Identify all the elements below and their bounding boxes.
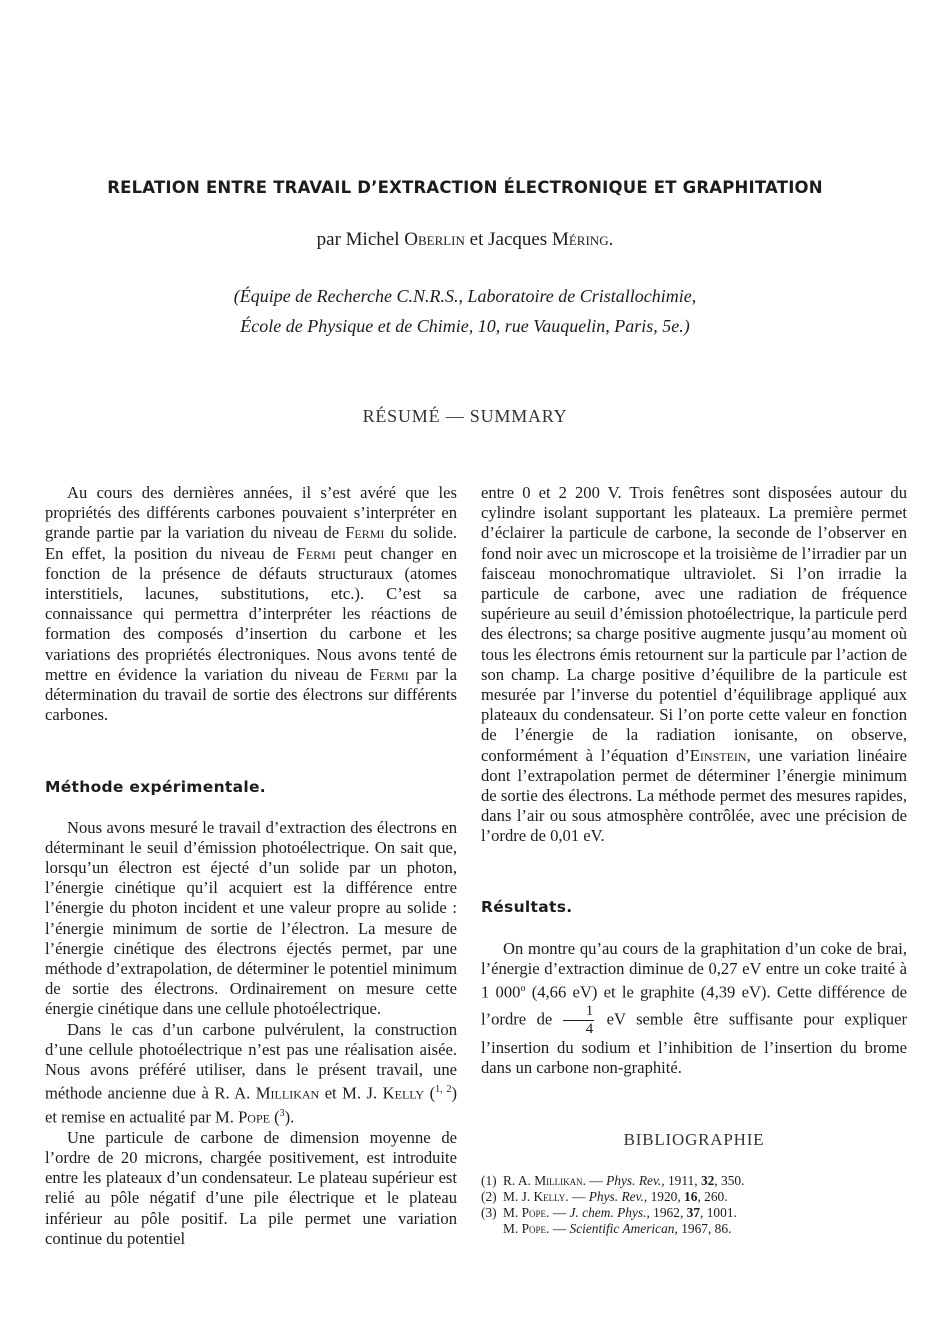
ref-year: , 1962, <box>646 1204 687 1220</box>
ref-pages: 86. <box>714 1220 732 1236</box>
methode-text: Dans le cas d’un carbone pulvérulent, la construction d’une cellule photoélectrique n’est pas une réalisation aisée. Nous avons préféré utiliser, dans le présent travail, une méthode ancienne due à R. A. <box>45 1019 457 1103</box>
reference-marker: 1, 2 <box>435 1084 452 1096</box>
methode-paragraph-1: Nous avons mesuré le travail d’extraction des électrons en déterminant le seuil d’émission photoélectrique. On sait que, lorsqu’un électron est éjecté d’un solide par un photon, l’énergie cinétique qu’il acquiert est la différence entre l’énergie du photon incident et une valeur propre au solide : l’énergie minimum de sortie de l’électron. La mesure de l’énergie cinétique des électrons éjectés permet, par une méthode d’extrapolation, de déterminer le potentiel minimum de sortie des électrons. Ordinairement on mesure cette énergie cinétique dans une cellule photoélectrique. <box>45 817 457 1019</box>
ref-journal: J. chem. Phys. <box>569 1204 647 1220</box>
kelly-name: Kelly <box>382 1083 425 1103</box>
authors-suffix: . <box>608 229 614 250</box>
resultats-text: eV semble être suffisante pour expliquer l’insertion du sodium et l’inhibition de l’insertion du brome dans un carbone non-graphité. <box>481 1009 907 1078</box>
resultats-text: On montre qu’au cours de la graphitation d’un coke de brai, l’énergie d’extraction diminue de 0,27 eV entre un coke traité à 1 000 <box>481 938 907 1002</box>
ref-pages: , 260. <box>697 1188 728 1204</box>
ref-dash: — <box>549 1220 570 1236</box>
left-column <box>45 483 457 1249</box>
methode-text: ) et remise en actualité par M. <box>45 1083 457 1127</box>
authors-line <box>0 229 930 251</box>
ref-volume: 32 <box>700 1172 715 1188</box>
author-mering: Méring <box>551 229 609 250</box>
ref-year: , 1967, <box>674 1220 715 1236</box>
resultats-text: (4,66 eV) et le graphite (4,39 eV). Cette différence de l’ordre de <box>481 982 907 1029</box>
ref-journal: Phys. Rev. <box>588 1188 644 1204</box>
bibliography-entry <box>481 1173 907 1189</box>
pope-name: Pope <box>238 1107 270 1127</box>
summary-heading: RÉSUMÉ — SUMMARY <box>362 406 568 426</box>
affiliation <box>0 281 930 341</box>
methode-paragraph-3: Une particule de carbone de dimension moyenne de l’ordre de 20 microns, chargée positivement, est introduite entre les plateaux d’un condensateur. Le plateau supérieur est relié au pôle négatif d’une pile électrique et le plateau inférieur au pôle positif. La pile permet une variation continue du potentiel <box>45 1127 457 1248</box>
affiliation-line-2: École de Physique et de Chimie, 10, rue Vauquelin, Paris, 5e.) <box>240 316 690 336</box>
millikan-name: Millikan <box>255 1083 320 1103</box>
ref-author: M. J. Kelly. <box>503 1188 569 1204</box>
methode-text: ( <box>424 1083 436 1103</box>
right-column <box>481 483 907 1237</box>
ref-volume: 37 <box>686 1204 701 1220</box>
abstract-text: peut changer en fonction de la présence de défauts structuraux (atomes interstitiels, lacunes, substitutions, etc.). C’est sa connaissance qui permettra d’interpréter les réactions de formation des composés d’insertion du carbone et les variations des propriétés électroniques. Nous avons tenté de mettre en évidence la variation du niveau de <box>45 543 457 684</box>
abstract-text: Au cours des dernières années, il s’est avéré que les propriétés des différents carbones pouvaient s’interpréter en grande partie par la variation du niveau de <box>45 483 457 543</box>
fraction-numerator: 1 <box>563 1003 595 1021</box>
einstein-name: Einstein <box>689 745 747 765</box>
fermi-name: Fermi <box>296 543 336 563</box>
bibliography-entry <box>481 1189 907 1205</box>
abstract-text: du solide. En effet, la position du niveau de <box>45 523 457 563</box>
authors-conj: et Jacques <box>469 229 548 250</box>
ref-dash: — <box>568 1188 589 1204</box>
author-oberlin: Oberlin <box>404 229 465 250</box>
ref-author: R. A. Millikan. <box>503 1172 586 1188</box>
ref-author: M. Pope. <box>503 1204 550 1220</box>
ref-volume: 16 <box>684 1188 698 1204</box>
affiliation-line-1: (Équipe de Recherche C.N.R.S., Laboratoire de Cristallochimie, <box>233 286 697 306</box>
fraction-quarter <box>563 1003 595 1038</box>
bibliography-entry <box>481 1221 907 1237</box>
fermi-name: Fermi <box>369 664 409 684</box>
ref-number: (3) <box>481 1204 497 1220</box>
methode-text: , une variation linéaire dont l’extrapolation permet de déterminer l’énergie minimum de sortie des électrons. La méthode permet des mesures rapides, dans l’air ou sous atmosphère contrôlée, avec une précision de l’ordre de 0,01 eV. <box>481 745 907 846</box>
ref-number: (1) <box>481 1172 497 1188</box>
bibliography-heading: BIBLIOGRAPHIE <box>623 1130 765 1150</box>
ref-pages: , 1001. <box>700 1204 737 1220</box>
methode-heading: Méthode expérimentale. <box>45 778 266 797</box>
ref-pages: , 350. <box>714 1172 745 1188</box>
resultats-heading: Résultats. <box>481 897 573 916</box>
ref-dash: — <box>549 1204 570 1220</box>
fermi-name: Fermi <box>345 523 385 543</box>
ref-author: M. Pope. <box>503 1220 550 1236</box>
methode-paragraph-3-continued <box>481 483 907 847</box>
bibliography-entry <box>481 1205 907 1221</box>
methode-text: et M. J. <box>319 1083 383 1103</box>
fraction-denominator: 4 <box>585 1021 594 1037</box>
methode-text: ). <box>284 1107 295 1127</box>
bibliography-list <box>481 1173 907 1237</box>
authors-prefix: par Michel <box>316 229 400 250</box>
ref-dash: — <box>586 1172 607 1188</box>
ref-journal: Scientific American <box>569 1220 675 1236</box>
ref-number: (2) <box>481 1188 497 1204</box>
abstract-paragraph <box>45 483 457 725</box>
abstract-text: par la détermination du travail de sortie des électrons sur différents carbones. <box>45 664 457 725</box>
degree-marker: o <box>520 983 526 995</box>
reference-marker: 3 <box>279 1108 285 1120</box>
ref-year: , 1920, <box>643 1188 685 1204</box>
ref-journal: Phys. Rev. <box>606 1172 662 1188</box>
ref-year: , 1911, <box>661 1172 701 1188</box>
resultats-paragraph <box>481 939 907 1079</box>
methode-text: ( <box>269 1107 280 1127</box>
methode-text: entre 0 et 2 200 V. Trois fenêtres sont disposées autour du cylindre isolant supportant les plateaux. La première permet d’éclairer la particule de carbone, la seconde de l’observer en fond noir avec un microscope et la troisième de l’irradier par un faisceau monochromatique ultraviolet. Si l’on irradie la particule de carbone, avec une radiation de fréquence supérieure au seuil d’émission photoélectrique, la particule perd des électrons; sa charge positive augmente jusqu’au moment où tous les électrons émis retournent sur la particule par l’action de son champ. La charge positive d’équilibre de la particule est mesurée par l’inverse du potentiel d’équilibrage appliqué aux plateaux du condensateur. Si l’on porte cette valeur en fonction de l’énergie de la radiation ionisante, on observe, conformément à l’équation d’ <box>481 483 907 765</box>
methode-paragraph-2 <box>45 1020 457 1128</box>
paper-title: RELATION ENTRE TRAVAIL D’EXTRACTION ÉLECTRONIQUE ET GRAPHITATION <box>107 178 823 197</box>
